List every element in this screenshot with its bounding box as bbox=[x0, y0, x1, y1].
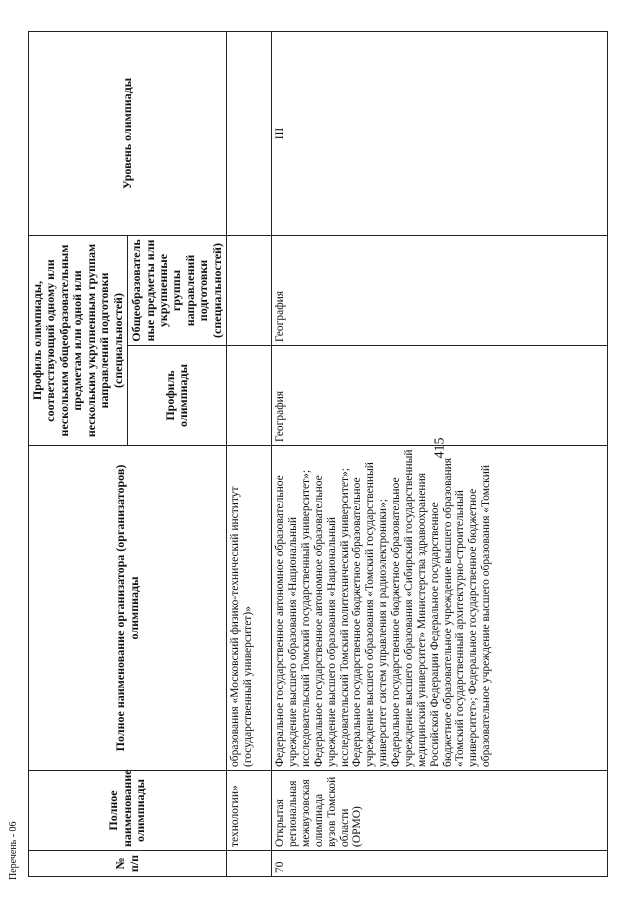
cell-level bbox=[227, 32, 272, 236]
olympiad-table bbox=[28, 31, 608, 877]
header-general: Общеобразователь ные предметы или укрупненные группы направлений подготовки (специальностей) bbox=[128, 236, 227, 346]
header-level: Уровень олимпиады bbox=[29, 32, 227, 236]
cell-profile bbox=[227, 346, 272, 446]
cell-general: География bbox=[272, 236, 608, 346]
cell-profile: География bbox=[272, 346, 608, 446]
cell-level: III bbox=[272, 32, 608, 236]
cell-general bbox=[227, 236, 272, 346]
cell-name: технологии» bbox=[227, 771, 272, 851]
footer-note: Перечень - 06 bbox=[8, 821, 19, 880]
cell-num bbox=[227, 851, 272, 877]
header-org: Полное наименование организатора (организаторов) олимпиады bbox=[29, 446, 227, 771]
table-row bbox=[272, 32, 608, 877]
page-number: 415 bbox=[432, 437, 448, 459]
cell-name: Открытая региональная межвузовская олимпиада вузов Томской области (ОРМО) bbox=[272, 771, 608, 851]
cell-org: Федеральное государственное автономное образовательное учреждение высшего образования «Национальный исследовательский Томский государственный университет»; Федеральное государственное автономное образовательное учреждение высшего образования «Национальный исследовательский Томский политехнический университет»; Федеральное государственное бюджетное образовательное учреждение высшего образования «Томский государственный университет систем управления и радиоэлектроники»; Федеральное государственное бюджетное образовательное учреждение высшего образования «Сибирский государственный медицинский университет» Министерства здравоохранения Российской Федерации Федеральное государственное бюджетное образовательное учреждение высшего образования «Томский государственный архитектурно-строительный университет»; Федеральное государственное бюджетное образовательное учреждение высшего образования «Томский bbox=[272, 446, 608, 771]
header-profile-group: Профиль олимпиады, соответствующий одному или нескольким общеобразовательным предметам или одной или нескольким укрупненным группам направлений подготовки (специальностей) bbox=[29, 236, 128, 446]
table-row bbox=[227, 32, 272, 877]
cell-org: образования «Московский физико-технический институт (государственный университет)» bbox=[227, 446, 272, 771]
header-profile: Профиль олимпиады bbox=[128, 346, 227, 446]
header-num: № п/п bbox=[29, 851, 227, 877]
header-name: Полное наименование олимпиады bbox=[29, 771, 227, 851]
cell-num: 70 bbox=[272, 851, 608, 877]
rotated-table-container bbox=[28, 32, 608, 877]
